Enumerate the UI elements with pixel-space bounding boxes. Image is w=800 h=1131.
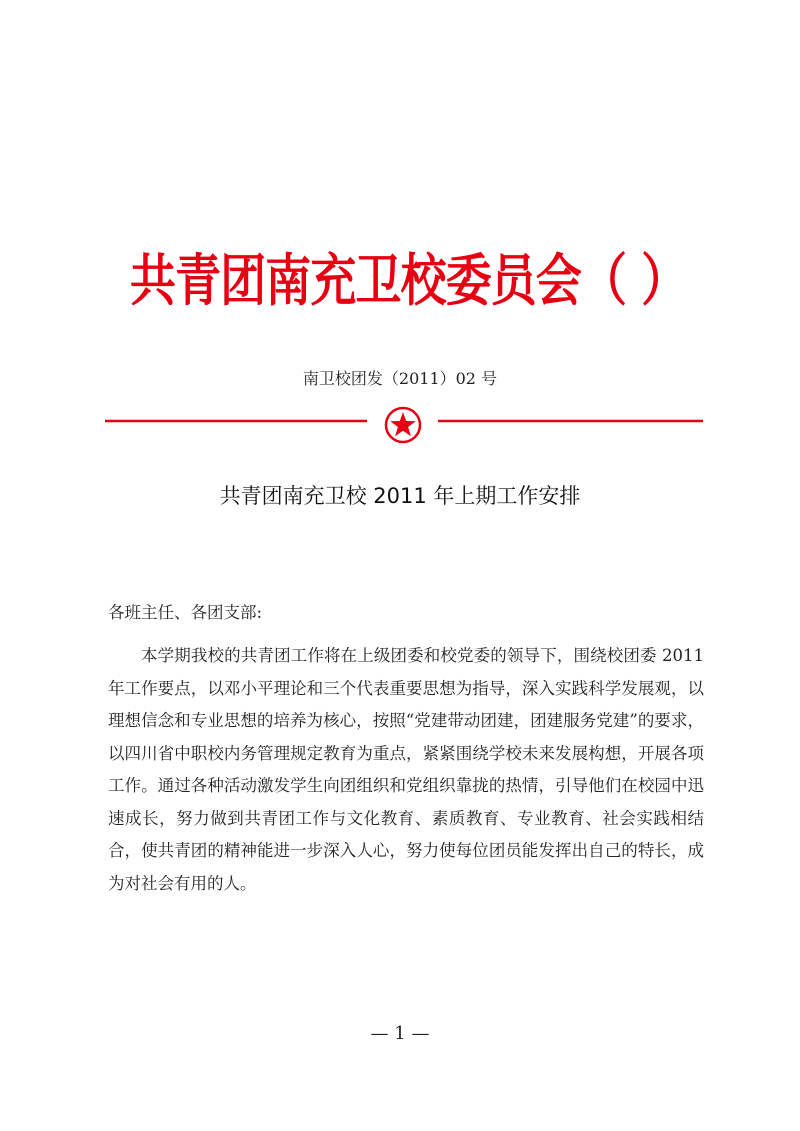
star-icon bbox=[390, 412, 416, 436]
document-title: 共青团南充卫校 2011 年上期工作安排 bbox=[219, 484, 581, 508]
salutation: 各班主任、各团支部: bbox=[108, 603, 263, 622]
document-number: 南卫校团发（2011）02 号 bbox=[302, 369, 498, 388]
body-paragraph: 本学期我校的共青团工作将在上级团委和校党委的领导下，围绕校团委 2011 年工作要点，以邓小平理论和三个代表重要思想为指导，深入实践科学发展观，以理想信念和专业思想的培养为核心，按照“党建带动团建，团建服务党建”的要求，以四川省中职校内务管理规定教育为重点，紧紧围绕学校未来发展构想，开展各项工作。通过各种活动激发学生向团组织和党组织靠拢的热情，引导他们在校园中迅速成长，努力做到共青团工作与文化教育、素质教育、专业教育、社会实践相结合，使共青团的精神能进一步深入人心，努力使每位团员能发挥出自己的特长，成为对社会有用的人。 bbox=[108, 646, 704, 893]
red-divider-with-star bbox=[105, 405, 703, 445]
page-number: — 1 — bbox=[370, 1023, 430, 1044]
organization-masthead: 共青团南充卫校委员会（ ） bbox=[130, 249, 687, 314]
